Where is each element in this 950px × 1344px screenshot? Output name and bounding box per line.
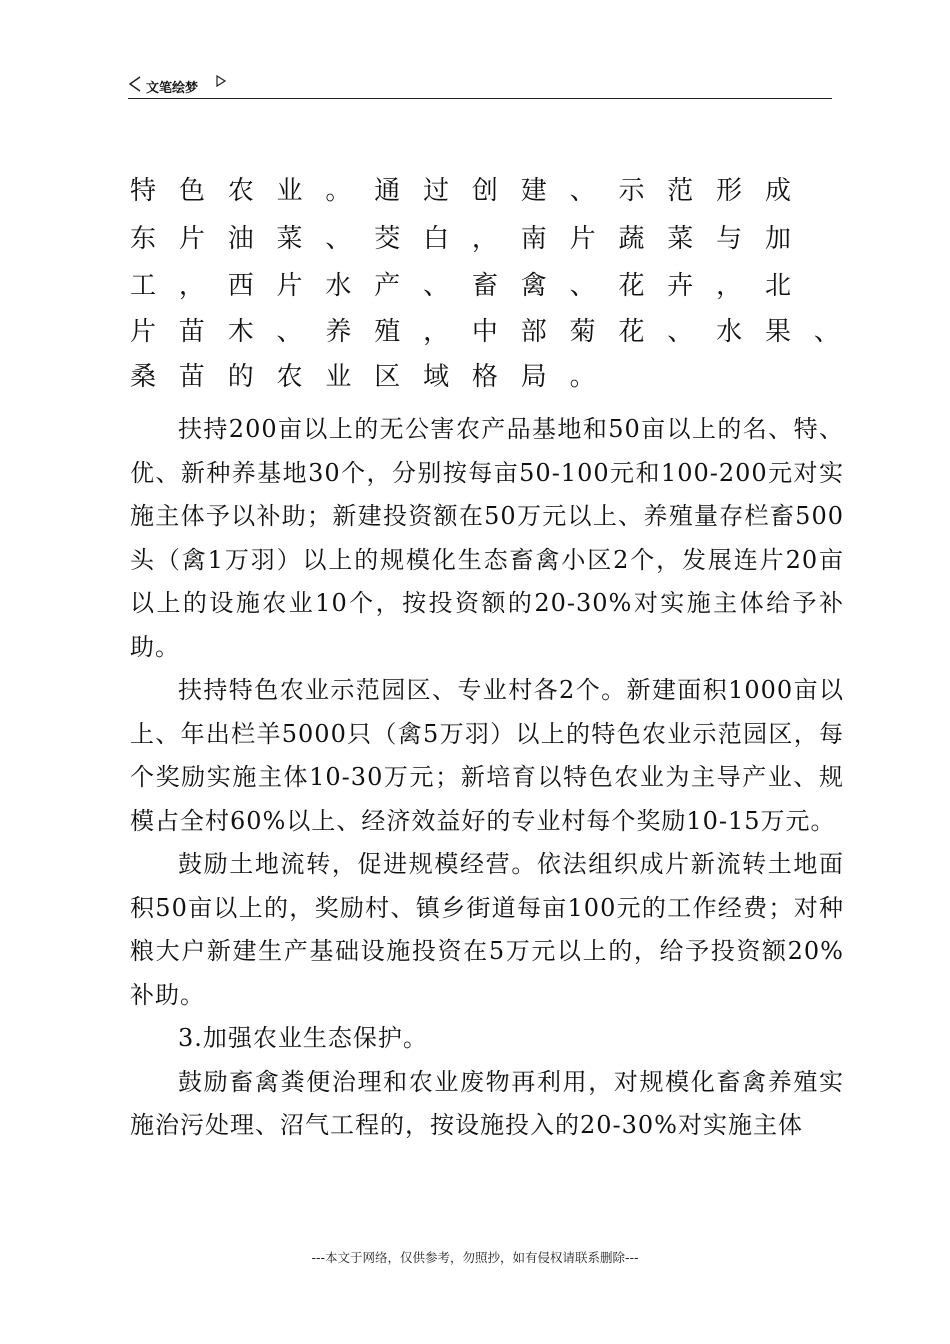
spread-line: 特 色 农 业 。 通 过 创 建 、 示 范 形 成 xyxy=(130,176,791,206)
triangle-right-icon xyxy=(216,75,226,87)
section-heading: 3.加强农业生态保护。 xyxy=(178,1024,428,1052)
page-header xyxy=(128,72,832,99)
header-brand: 文笔绘梦 xyxy=(146,81,199,96)
body-text xyxy=(130,408,844,1148)
spread-line: 片 苗 木 、 养 殖 ， 中 部 菊 花 、 水 果 、 xyxy=(130,317,840,347)
spread-line: 桑 苗 的 农 业 区 域 格 局 。 xyxy=(130,362,596,392)
paragraph: 扶持特色农业示范园区、专业村各2个。新建面积1000亩以上、年出栏羊5000只（禽5万羽）以上的特色农业示范园区，每个奖励实施主体10-30万元；新培育以特色农业为主导产业、规模占全村60%以上、经济效益好的专业村每个奖励10-15万元。 xyxy=(130,676,844,835)
spread-line: 东 片 油 菜 、 茭 白 ， 南 片 蔬 菜 与 加 xyxy=(130,224,791,254)
spread-line: 工 ， 西 片 水 产 、 畜 禽 、 花 卉 ， 北 xyxy=(130,271,791,301)
paragraph: 扶持200亩以上的无公害农产品基地和50亩以上的名、特、优、新种养基地30个，分别按每亩50-100元和100-200元对实施主体予以补助；新建投资额在50万元以上、养殖量存栏畜500头（禽1万羽）以上的规模化生态畜禽小区2个，发展连片20亩以上的设施农业10个，按投资额的20-30%对实施主体给予补助。 xyxy=(130,415,844,661)
paragraph: 鼓励畜禽粪便治理和农业废物再利用，对规模化畜禽养殖实施治污处理、沼气工程的，按设施投入的20-30%对实施主体 xyxy=(130,1067,844,1139)
triangle-left-icon xyxy=(128,76,142,92)
paragraph: 鼓励土地流转，促进规模经营。依法组织成片新流转土地面积50亩以上的，奖励村、镇乡街道每亩100元的工作经费；对种粮大户新建生产基础设施投资在5万元以上的，给予投资额20%补助。 xyxy=(130,850,844,1009)
footer-disclaimer: ---本文于网络，仅供参考，勿照抄，如有侵权请联系删除--- xyxy=(311,1250,639,1265)
